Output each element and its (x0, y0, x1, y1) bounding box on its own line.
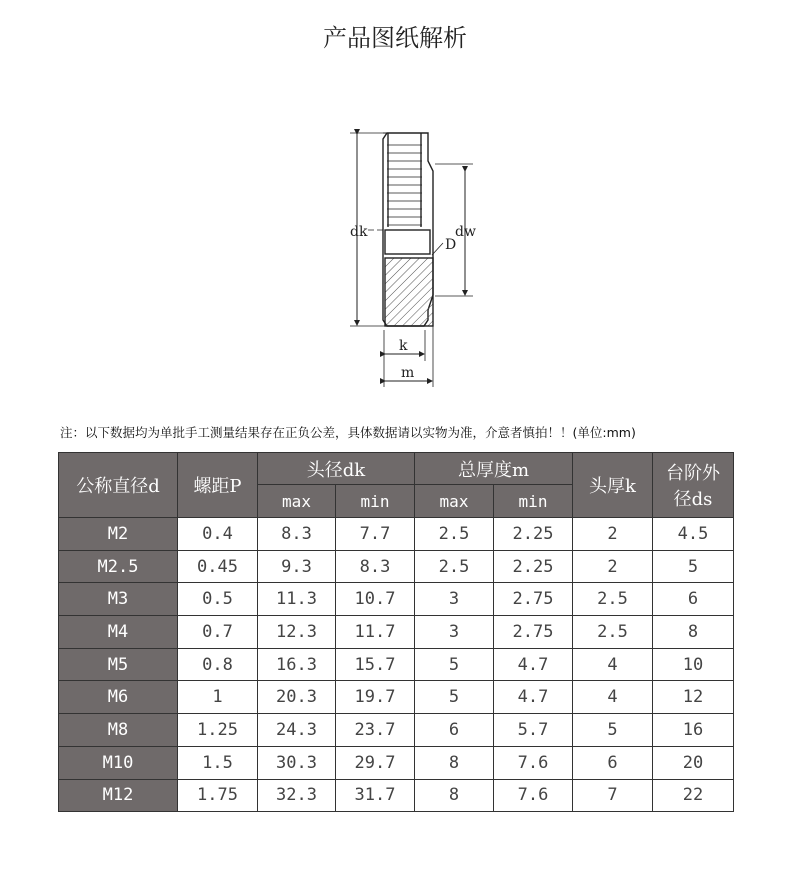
header-m-min: min (494, 485, 573, 518)
cell-size: M5 (59, 648, 178, 681)
table-row (59, 681, 734, 714)
label-k: k (399, 338, 408, 354)
cell-m-max: 2.5 (415, 550, 494, 583)
cell-k: 5 (573, 714, 653, 747)
cell-m-min: 2.75 (494, 583, 573, 616)
cell-size: M2 (59, 518, 178, 551)
cell-k: 2 (573, 518, 653, 551)
cell-size: M2.5 (59, 550, 178, 583)
cell-pitch: 0.45 (178, 550, 258, 583)
table-row (59, 714, 734, 747)
cell-pitch: 0.5 (178, 583, 258, 616)
cell-ds: 6 (653, 583, 734, 616)
cell-m-max: 5 (415, 681, 494, 714)
cell-m-max: 2.5 (415, 518, 494, 551)
table-row (59, 583, 734, 616)
cell-size: M6 (59, 681, 178, 714)
cell-m-max: 8 (415, 779, 494, 812)
table-row (59, 746, 734, 779)
cell-m-max: 5 (415, 648, 494, 681)
cell-dk-min: 15.7 (336, 648, 415, 681)
cell-pitch: 0.7 (178, 616, 258, 649)
header-m-max: max (415, 485, 494, 518)
label-dw: dw (455, 224, 476, 240)
cell-dk-max: 11.3 (258, 583, 336, 616)
cell-dk-max: 16.3 (258, 648, 336, 681)
cell-dk-min: 10.7 (336, 583, 415, 616)
cell-ds: 12 (653, 681, 734, 714)
cell-size: M3 (59, 583, 178, 616)
cell-pitch: 0.8 (178, 648, 258, 681)
cell-ds: 22 (653, 779, 734, 812)
cell-dk-min: 11.7 (336, 616, 415, 649)
cell-ds: 10 (653, 648, 734, 681)
table-row (59, 616, 734, 649)
cell-dk-max: 24.3 (258, 714, 336, 747)
header-head-diameter: 头径dk (258, 453, 415, 485)
cell-size: M12 (59, 779, 178, 812)
cell-m-min: 5.7 (494, 714, 573, 747)
cell-dk-min: 23.7 (336, 714, 415, 747)
table-row (59, 518, 734, 551)
table-row (59, 550, 734, 583)
cell-ds: 4.5 (653, 518, 734, 551)
measurement-note: 注：以下数据均为单批手工测量结果存在正负公差，具体数据请以实物为准，介意者慎拍！！(单位:mm) (60, 425, 636, 440)
cell-dk-max: 32.3 (258, 779, 336, 812)
cell-dk-max: 8.3 (258, 518, 336, 551)
cell-k: 2.5 (573, 583, 653, 616)
cell-k: 6 (573, 746, 653, 779)
header-dk-min: min (336, 485, 415, 518)
cell-m-max: 6 (415, 714, 494, 747)
cell-dk-min: 19.7 (336, 681, 415, 714)
header-dk-max: max (258, 485, 336, 518)
cell-dk-max: 12.3 (258, 616, 336, 649)
cell-dk-max: 20.3 (258, 681, 336, 714)
header-pitch: 螺距P (178, 453, 258, 518)
cell-pitch: 1.25 (178, 714, 258, 747)
cell-m-min: 2.25 (494, 518, 573, 551)
page-title: 产品图纸解析 (323, 24, 467, 52)
cell-m-max: 3 (415, 583, 494, 616)
cell-k: 2 (573, 550, 653, 583)
cell-k: 2.5 (573, 616, 653, 649)
cell-k: 7 (573, 779, 653, 812)
header-head-thickness: 头厚k (573, 453, 653, 518)
cell-size: M8 (59, 714, 178, 747)
cell-size: M4 (59, 616, 178, 649)
cell-ds: 8 (653, 616, 734, 649)
cell-ds: 5 (653, 550, 734, 583)
cell-dk-max: 30.3 (258, 746, 336, 779)
label-m: m (401, 365, 415, 381)
cell-dk-min: 29.7 (336, 746, 415, 779)
header-step-diameter: 台阶外径ds (653, 453, 734, 518)
knurled-nut-drawing (340, 125, 490, 395)
table-row (59, 779, 734, 812)
cell-size: M10 (59, 746, 178, 779)
cell-m-min: 7.6 (494, 779, 573, 812)
table-row (59, 648, 734, 681)
cell-k: 4 (573, 648, 653, 681)
cell-pitch: 0.4 (178, 518, 258, 551)
cell-m-max: 8 (415, 746, 494, 779)
cell-m-min: 2.25 (494, 550, 573, 583)
cell-dk-min: 8.3 (336, 550, 415, 583)
cell-dk-max: 9.3 (258, 550, 336, 583)
label-D: D (445, 237, 457, 253)
cell-k: 4 (573, 681, 653, 714)
spec-table (58, 452, 734, 812)
header-total-thickness: 总厚度m (415, 453, 573, 485)
cell-pitch: 1 (178, 681, 258, 714)
cell-dk-min: 31.7 (336, 779, 415, 812)
label-dk: dk (350, 224, 368, 240)
cell-dk-min: 7.7 (336, 518, 415, 551)
cell-pitch: 1.5 (178, 746, 258, 779)
header-nominal-diameter: 公称直径d (59, 453, 178, 518)
cell-m-max: 3 (415, 616, 494, 649)
cell-m-min: 2.75 (494, 616, 573, 649)
cell-m-min: 4.7 (494, 648, 573, 681)
cell-m-min: 7.6 (494, 746, 573, 779)
cell-m-min: 4.7 (494, 681, 573, 714)
cell-ds: 20 (653, 746, 734, 779)
cell-ds: 16 (653, 714, 734, 747)
cell-pitch: 1.75 (178, 779, 258, 812)
